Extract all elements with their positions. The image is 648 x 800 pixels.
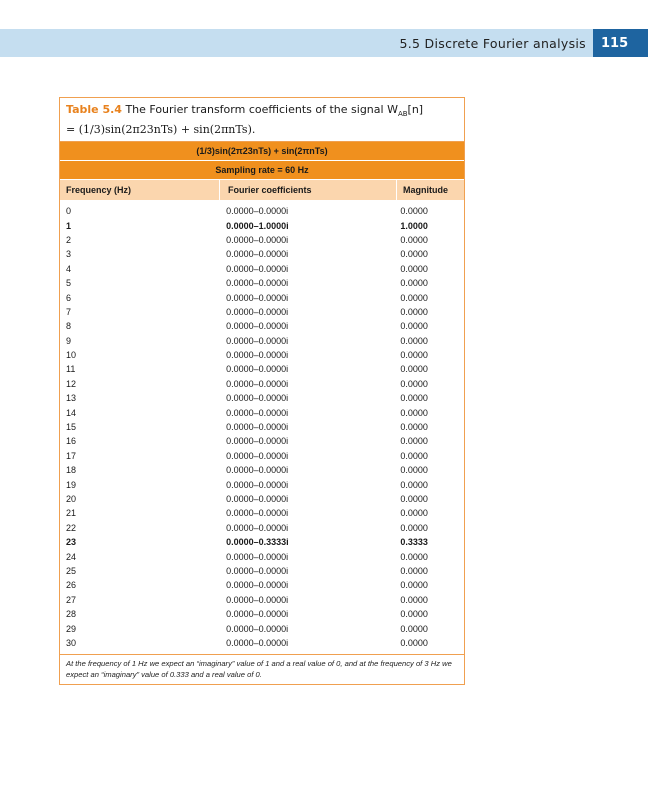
sampling-rate-row: Sampling rate = 60 Hz <box>60 160 464 179</box>
magnitude-cell: 0.0000 <box>400 551 428 562</box>
coefficient-cell: 0.0000–0.0000i <box>226 551 289 562</box>
frequency-cell: 14 <box>66 407 77 418</box>
table-row <box>60 607 464 621</box>
magnitude-cell: 0.0000 <box>400 580 428 591</box>
table-row <box>60 636 464 650</box>
magnitude-cell: 0.0000 <box>400 436 428 447</box>
frequency-cell: 18 <box>66 465 77 476</box>
frequency-cell: 11 <box>66 364 76 375</box>
table-row <box>60 506 464 520</box>
coefficient-cell: 0.0000–0.0000i <box>226 508 289 519</box>
table-row <box>60 622 464 636</box>
frequency-cell: 3 <box>66 249 72 260</box>
frequency-cell: 24 <box>66 551 77 562</box>
coefficient-cell: 0.0000–0.0000i <box>226 234 289 245</box>
frequency-cell: 27 <box>66 594 77 605</box>
magnitude-cell: 0.0000 <box>400 594 428 605</box>
frequency-cell: 4 <box>66 263 72 274</box>
magnitude-cell: 0.0000 <box>400 637 428 648</box>
magnitude-cell: 0.0000 <box>400 479 428 490</box>
magnitude-cell: 0.0000 <box>400 407 428 418</box>
frequency-cell: 25 <box>66 565 77 576</box>
table-row <box>60 434 464 448</box>
table-row <box>60 262 464 276</box>
table-row <box>60 377 464 391</box>
magnitude-cell: 0.0000 <box>400 335 428 346</box>
column-header-magnitude: Magnitude <box>403 185 448 196</box>
frequency-cell: 15 <box>66 422 77 433</box>
coefficient-cell: 0.0000–0.0000i <box>226 335 289 346</box>
coefficient-cell: 0.0000–0.0000i <box>226 206 289 217</box>
coefficient-cell: 0.0000–0.0000i <box>226 321 289 332</box>
coefficient-cell: 0.0000–0.0000i <box>226 580 289 591</box>
coefficient-cell: 0.0000–0.0000i <box>226 565 289 576</box>
frequency-cell: 10 <box>66 350 77 361</box>
magnitude-cell: 0.0000 <box>400 234 428 245</box>
frequency-cell: 13 <box>66 393 77 404</box>
magnitude-cell: 0.0000 <box>400 494 428 504</box>
magnitude-cell: 0.0000 <box>400 321 428 332</box>
magnitude-cell: 0.0000 <box>400 393 428 404</box>
table-caption-subscript: AB <box>397 110 408 119</box>
magnitude-cell: 0.0000 <box>400 350 428 361</box>
magnitude-cell: 0.0000 <box>400 565 428 576</box>
table-row <box>60 478 464 492</box>
coefficient-cell: 0.0000–1.0000i <box>226 220 289 231</box>
table-footnote: At the frequency of 1 Hz we expect an “imaginary” value of 1 and a real value of 0, and at the frequency of 3 Hz we expect an “imaginary” value of 0.333 and a real value of 0. <box>60 654 464 684</box>
magnitude-cell: 0.0000 <box>400 278 428 289</box>
table-row <box>60 420 464 434</box>
table-row <box>60 233 464 247</box>
magnitude-cell: 1.0000 <box>400 220 428 231</box>
table-row <box>60 348 464 362</box>
coefficient-cell: 0.0000–0.0000i <box>226 306 289 317</box>
table-row <box>60 391 464 405</box>
coefficient-cell: 0.0000–0.0000i <box>226 263 289 274</box>
frequency-cell: 12 <box>66 378 77 389</box>
table-row <box>60 521 464 535</box>
table-row <box>60 291 464 305</box>
table-row <box>60 334 464 348</box>
column-header-row <box>60 179 464 200</box>
frequency-cell: 26 <box>66 580 77 591</box>
frequency-cell: 2 <box>66 234 72 245</box>
page-number: 115 <box>593 29 648 57</box>
magnitude-cell: 0.0000 <box>400 249 428 260</box>
table-row <box>60 276 464 290</box>
magnitude-cell: 0.0000 <box>400 609 428 620</box>
coefficient-cell: 0.0000–0.0000i <box>226 494 289 504</box>
column-header-frequency: Frequency (Hz) <box>60 180 220 200</box>
coefficient-cell: 0.0000–0.0000i <box>226 436 289 447</box>
table-row <box>60 247 464 261</box>
frequency-cell: 5 <box>66 278 72 289</box>
table-row <box>60 492 464 506</box>
coefficient-cell: 0.0000–0.0000i <box>226 378 289 389</box>
frequency-cell: 22 <box>66 522 77 533</box>
coefficient-cell: 0.0000–0.0000i <box>226 609 289 620</box>
frequency-cell: 8 <box>66 321 72 332</box>
table-row <box>60 535 464 549</box>
column-header-coefficients: Fourier coefficients <box>220 180 397 200</box>
table-caption-arg: [n] <box>407 103 424 116</box>
table-row <box>60 550 464 564</box>
table-row <box>60 219 464 233</box>
table-row <box>60 305 464 319</box>
magnitude-cell: 0.0000 <box>400 422 428 433</box>
frequency-cell: 28 <box>66 609 77 620</box>
magnitude-cell: 0.3333 <box>400 537 428 548</box>
magnitude-cell: 0.0000 <box>400 522 428 533</box>
table-container <box>59 97 465 685</box>
frequency-cell: 29 <box>66 623 77 634</box>
coefficient-cell: 0.0000–0.0000i <box>226 422 289 433</box>
frequency-cell: 30 <box>66 637 77 648</box>
coefficient-cell: 0.0000–0.0000i <box>226 465 289 476</box>
table-row <box>60 564 464 578</box>
frequency-cell: 1 <box>66 220 72 231</box>
frequency-cell: 0 <box>66 206 72 217</box>
table-row <box>60 463 464 477</box>
frequency-cell: 20 <box>66 494 77 504</box>
frequency-cell: 16 <box>66 436 77 447</box>
table-body <box>60 200 464 654</box>
coefficient-cell: 0.0000–0.0000i <box>226 364 289 375</box>
coefficient-cell: 0.0000–0.0000i <box>226 637 289 648</box>
magnitude-cell: 0.0000 <box>400 364 428 375</box>
table-row <box>60 593 464 607</box>
coefficient-cell: 0.0000–0.0000i <box>226 522 289 533</box>
magnitude-cell: 0.0000 <box>400 623 428 634</box>
coefficient-cell: 0.0000–0.0000i <box>226 393 289 404</box>
table-caption-formula: = (1/3)sin(2π23nTs) + sin(2πnTs). <box>66 123 256 137</box>
signal-header-row: (1/3)sin(2π23nTs) + sin(2πnTs) <box>60 141 464 160</box>
frequency-cell: 9 <box>66 335 72 346</box>
coefficient-cell: 0.0000–0.0000i <box>226 350 289 361</box>
magnitude-cell: 0.0000 <box>400 292 428 303</box>
table-row <box>60 319 464 333</box>
magnitude-cell: 0.0000 <box>400 206 428 217</box>
table-row <box>60 204 464 218</box>
table-caption <box>60 98 464 141</box>
coefficient-cell: 0.0000–0.0000i <box>226 278 289 289</box>
coefficient-cell: 0.0000–0.0000i <box>226 450 289 461</box>
table-caption-label: Table 5.4 <box>66 103 122 116</box>
frequency-cell: 6 <box>66 292 72 303</box>
frequency-cell: 7 <box>66 306 72 317</box>
coefficient-cell: 0.0000–0.0000i <box>226 407 289 418</box>
coefficient-cell: 0.0000–0.0000i <box>226 623 289 634</box>
table-row <box>60 578 464 592</box>
running-header-title: 5.5 Discrete Fourier analysis <box>399 36 586 51</box>
magnitude-cell: 0.0000 <box>400 306 428 317</box>
coefficient-cell: 0.0000–0.3333i <box>226 537 289 548</box>
table-caption-text: The Fourier transform coefficients of the signal W <box>125 103 398 116</box>
magnitude-cell: 0.0000 <box>400 378 428 389</box>
frequency-cell: 23 <box>66 537 77 548</box>
frequency-cell: 21 <box>66 508 77 519</box>
coefficient-cell: 0.0000–0.0000i <box>226 479 289 490</box>
magnitude-cell: 0.0000 <box>400 263 428 274</box>
coefficient-cell: 0.0000–0.0000i <box>226 594 289 605</box>
table-row <box>60 406 464 420</box>
frequency-cell: 17 <box>66 450 77 461</box>
magnitude-cell: 0.0000 <box>400 465 428 476</box>
frequency-cell: 19 <box>66 479 77 490</box>
magnitude-cell: 0.0000 <box>400 450 428 461</box>
coefficient-cell: 0.0000–0.0000i <box>226 292 289 303</box>
coefficient-cell: 0.0000–0.0000i <box>226 249 289 260</box>
table-row <box>60 362 464 376</box>
table-row <box>60 449 464 463</box>
magnitude-cell: 0.0000 <box>400 508 428 519</box>
